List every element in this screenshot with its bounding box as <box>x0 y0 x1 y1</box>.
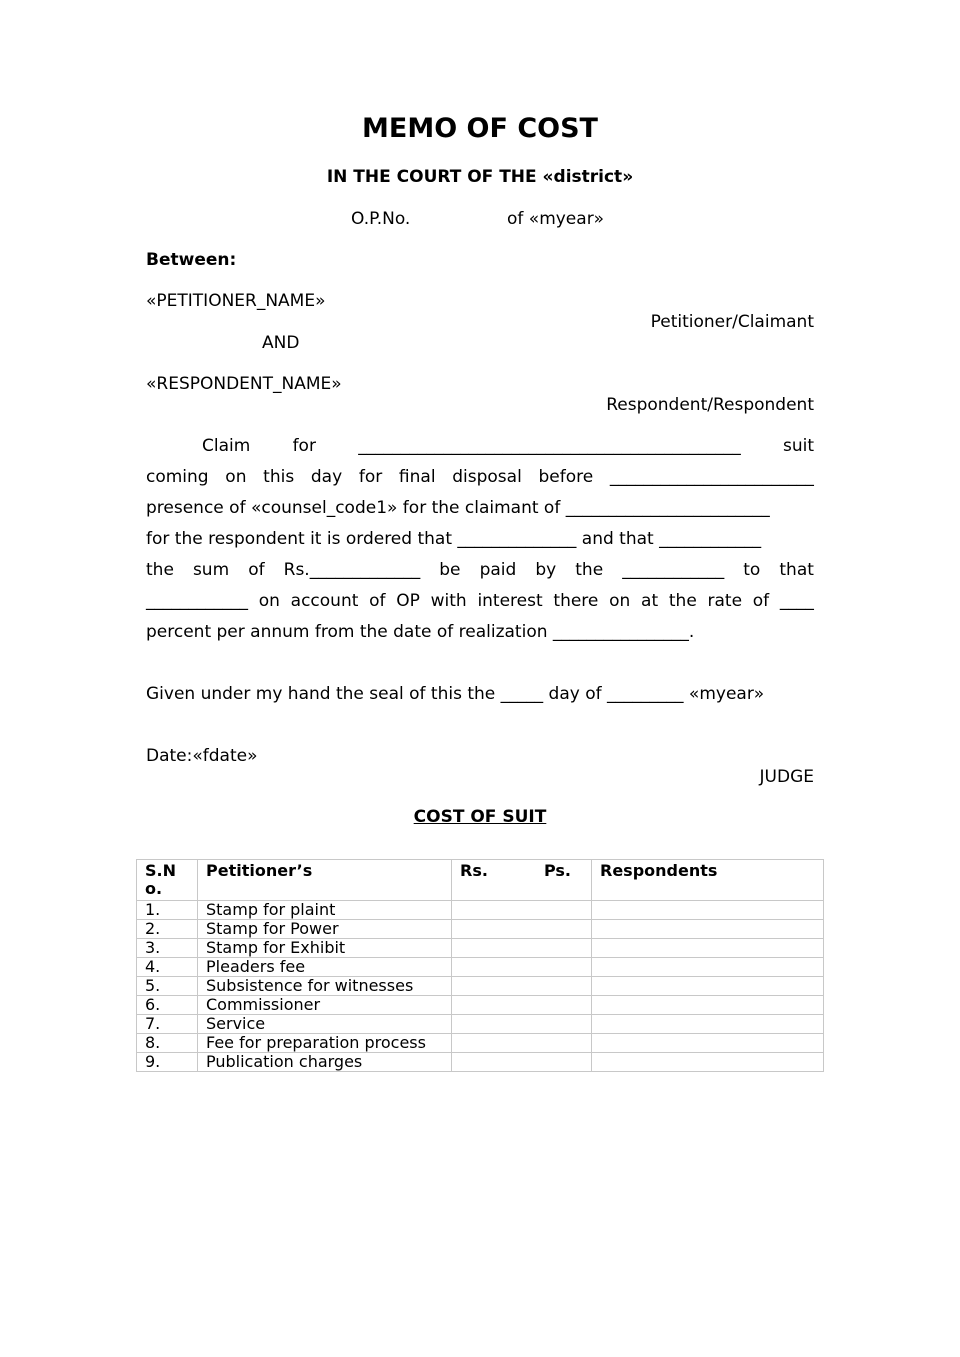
row-respondents <box>592 977 824 996</box>
row-amount <box>452 1015 592 1034</box>
row-item: Commissioner <box>198 996 452 1015</box>
row-item: Stamp for Exhibit <box>198 939 452 958</box>
body-word: the <box>575 560 604 580</box>
row-amount <box>452 1053 592 1072</box>
body-word: disposal <box>452 467 522 487</box>
row-respondents <box>592 939 824 958</box>
body-word: before <box>538 467 594 487</box>
cost-of-suit-heading: COST OF SUIT <box>413 807 547 827</box>
body-word: for <box>358 467 383 487</box>
body-word: with <box>430 591 467 611</box>
row-amount <box>452 920 592 939</box>
body-word: for <box>292 436 316 456</box>
body-word: at <box>641 591 659 611</box>
row-sno: 3. <box>137 939 198 958</box>
row-respondents <box>592 1053 824 1072</box>
row-amount <box>452 996 592 1015</box>
body-word: on <box>609 591 631 611</box>
table-row <box>137 1034 824 1053</box>
body-blank: _____________________________________________ <box>358 436 741 456</box>
judge-signature: JUDGE <box>759 767 814 787</box>
body-blank: ____ <box>779 591 814 611</box>
body-line-4 <box>146 529 814 549</box>
document-title: MEMO OF COST <box>362 113 598 144</box>
cost-table <box>136 859 824 1072</box>
table-row <box>137 977 824 996</box>
body-word: this <box>263 467 295 487</box>
body-text: presence of «counsel_code1» for the claimant of ________________________ <box>146 498 770 518</box>
row-item: Stamp for Power <box>198 920 452 939</box>
row-amount <box>452 901 592 920</box>
row-sno: 1. <box>137 901 198 920</box>
op-year: of «myear» <box>507 209 605 229</box>
body-word: Rs._____________ <box>283 560 421 580</box>
table-row <box>137 1053 824 1072</box>
body-word: account <box>290 591 359 611</box>
respondent-name: «RESPONDENT_NAME» <box>146 374 342 394</box>
row-sno: 8. <box>137 1034 198 1053</box>
petitioner-name: «PETITIONER_NAME» <box>146 291 326 311</box>
header-rs: Rs. <box>460 861 488 880</box>
body-word: to <box>743 560 761 580</box>
body-word: be <box>439 560 461 580</box>
row-respondents <box>592 958 824 977</box>
body-line-6 <box>146 591 814 611</box>
row-respondents <box>592 996 824 1015</box>
between-label: Between: <box>146 250 237 270</box>
row-sno: 6. <box>137 996 198 1015</box>
row-sno: 2. <box>137 920 198 939</box>
body-word: of <box>752 591 770 611</box>
body-blank: ________________________ <box>609 467 814 487</box>
body-word: paid <box>479 560 517 580</box>
table-row <box>137 996 824 1015</box>
header-sno: S.No. <box>137 860 198 901</box>
header-petitioner: Petitioner’s <box>198 860 452 901</box>
row-amount <box>452 958 592 977</box>
table-row <box>137 920 824 939</box>
header-rs-ps <box>452 860 592 901</box>
body-word: coming <box>146 467 209 487</box>
row-item: Service <box>198 1015 452 1034</box>
table-row <box>137 958 824 977</box>
body-line-2 <box>146 467 814 487</box>
body-word: that <box>779 560 814 580</box>
body-word: the <box>668 591 697 611</box>
body-text: for the respondent it is ordered that ______________ and that ____________ <box>146 529 762 549</box>
and-separator: AND <box>262 333 300 353</box>
body-word: rate <box>707 591 743 611</box>
body-word: OP <box>396 591 420 611</box>
body-line-7: percent per annum from the date of realization ________________. <box>146 622 695 642</box>
body-word: Claim <box>202 436 251 456</box>
table-row <box>137 901 824 920</box>
table-row <box>137 1015 824 1034</box>
body-word: of <box>369 591 386 611</box>
row-amount <box>452 977 592 996</box>
court-heading: IN THE COURT OF THE «district» <box>326 167 634 187</box>
body-line-3 <box>146 498 814 518</box>
row-item: Stamp for plaint <box>198 901 452 920</box>
row-sno: 5. <box>137 977 198 996</box>
row-respondents <box>592 1015 824 1034</box>
body-word: there <box>553 591 599 611</box>
petitioner-role: Petitioner/Claimant <box>650 312 814 332</box>
body-word: suit <box>782 436 814 456</box>
body-word: the <box>146 560 174 580</box>
body-word: on <box>225 467 247 487</box>
body-word: of <box>248 560 265 580</box>
row-item: Publication charges <box>198 1053 452 1072</box>
row-respondents <box>592 901 824 920</box>
body-blank: ____________ <box>146 591 248 611</box>
row-amount <box>452 939 592 958</box>
row-sno: 9. <box>137 1053 198 1072</box>
row-respondents <box>592 1034 824 1053</box>
table-row <box>137 939 824 958</box>
given-under-hand: Given under my hand the seal of this the _____ day of _________ «myear» <box>146 684 765 704</box>
header-ps: Ps. <box>543 861 571 880</box>
row-respondents <box>592 920 824 939</box>
row-sno: 4. <box>137 958 198 977</box>
row-item: Fee for preparation process <box>198 1034 452 1053</box>
body-word: day <box>310 467 343 487</box>
body-word: on <box>258 591 280 611</box>
table-header-row <box>137 860 824 901</box>
row-item: Pleaders fee <box>198 958 452 977</box>
date-line: Date:«fdate» <box>146 746 258 766</box>
row-item: Subsistence for witnesses <box>198 977 452 996</box>
body-blank: ____________ <box>622 560 725 580</box>
row-amount <box>452 1034 592 1053</box>
body-word: sum <box>192 560 230 580</box>
header-respondents: Respondents <box>592 860 824 901</box>
row-sno: 7. <box>137 1015 198 1034</box>
body-word: interest <box>477 591 543 611</box>
body-line-5 <box>146 560 814 580</box>
op-number-label: O.P.No. <box>351 209 411 229</box>
body-word: by <box>535 560 557 580</box>
body-line-1 <box>146 436 814 456</box>
respondent-role: Respondent/Respondent <box>606 395 814 415</box>
body-word: final <box>398 467 436 487</box>
